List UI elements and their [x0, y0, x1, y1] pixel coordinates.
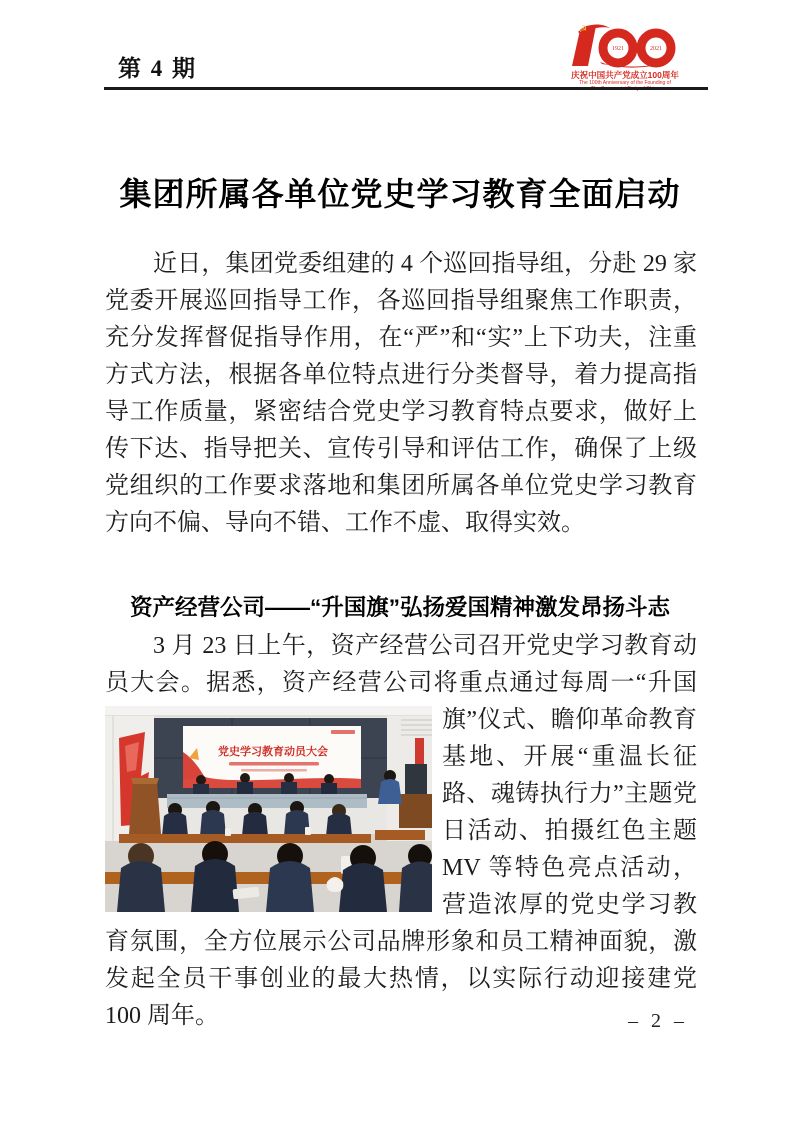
page-number: – 2 – [628, 1010, 688, 1032]
paragraph-2 [105, 628, 697, 1035]
ccp-100-logo-icon [566, 22, 684, 70]
paragraph-1: 近日，集团党委组建的 4 个巡回指导组，分赴 29 家党委开展巡回指导工作，各巡回指导组聚焦工作职责，充分发挥督促指导作用，在“严”和“实”上下功夫，注重方式方法，根据各单位特点进行分类督导，着力提高指导工作质量，紧密结合党史学习教育特点要求，做好上传下达、指导把关、宣传引导和评估工作，确保了上级党组织的工作要求落地和集团所属各单位党史学习教育方向不偏、导向不错、工作不虚、取得实效。 [105, 251, 697, 536]
logo-caption-cn: 庆祝中国共产党成立100周年 [571, 70, 679, 80]
logo-year-right: 2021 [650, 46, 662, 52]
logo-year-left: 1921 [612, 46, 624, 52]
logo-caption-en-line1: The 100th Anniversary of the Founding of [579, 80, 671, 86]
section-heading: 资产经营公司——“升国旗”弘扬爱国精神激发昂扬斗志 [129, 595, 670, 620]
issue-number: 第 4 期 [118, 56, 197, 81]
article-title: 集团所属各单位党史学习教育全面启动 [119, 176, 681, 213]
logo-caption-en-line2: The Communist Party of China [590, 86, 660, 92]
anniversary-logo [550, 22, 700, 92]
header-divider [104, 87, 708, 90]
meeting-photo [105, 706, 432, 912]
slide-title: 党史学习教育动员大会 [218, 746, 328, 758]
hammer-sickle-icon: ☭ [579, 24, 588, 34]
paragraph-2-text: 3 月 23 日上午，资产经营公司召开党史学习教育动员大会。据悉，资产经营公司将重点通过每周一“升国旗”仪式、瞻仰革命教育基地、开展“重温长征路、魂铸执行力”主题党日活动、拍摄红色主题 MV 等特色亮点活动，营造浓厚的党史学习教育氛围，全方位展示公司品牌形象和员工精神面貌，激发起全员干事创业的最大热情，以实际行动迎接建党 100 周年。 [105, 633, 697, 1029]
